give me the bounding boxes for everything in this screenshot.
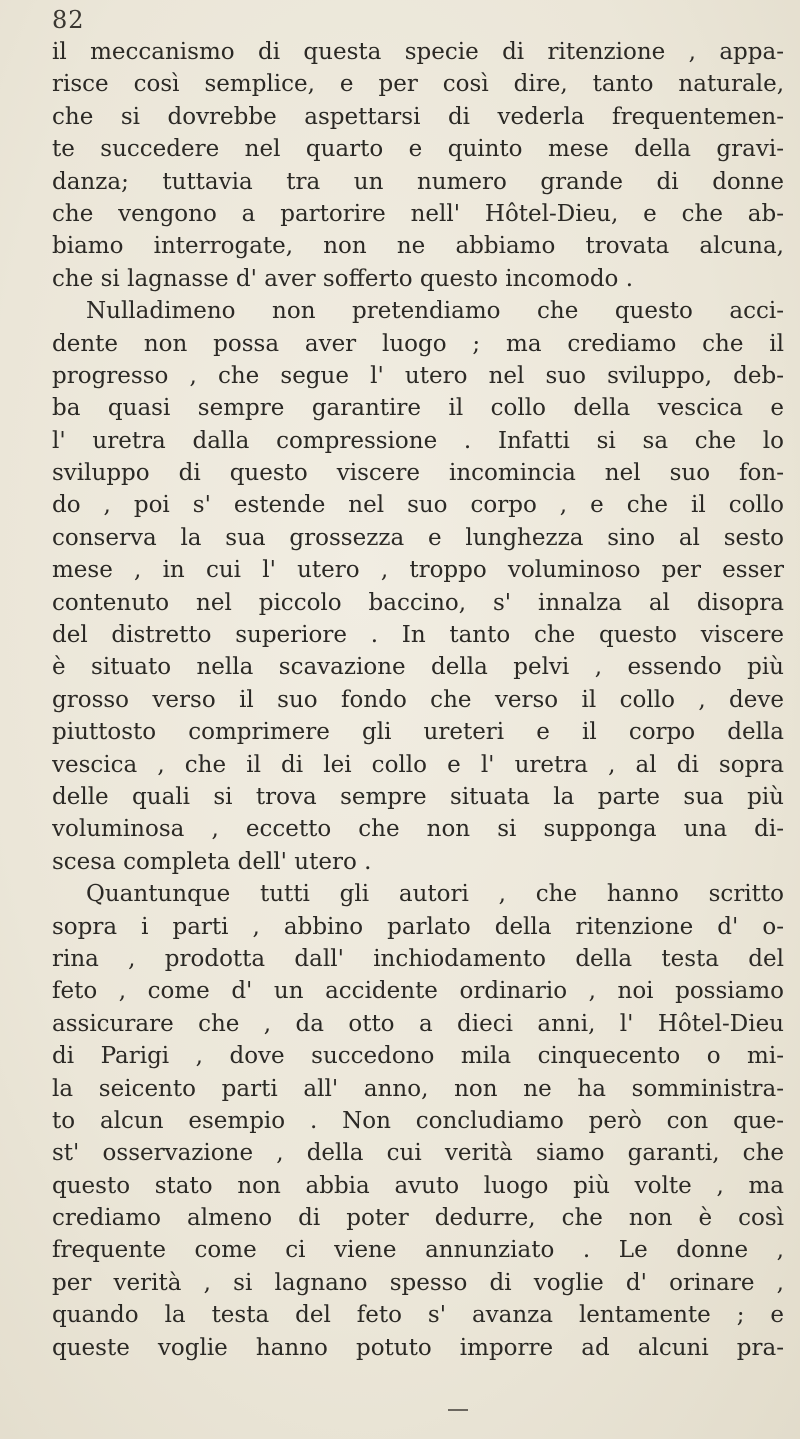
text-line: frequente come ci viene annunziato . Le donne , <box>52 1237 784 1264</box>
text-line: questo stato non abbia avuto luogo più volte , ma <box>52 1172 784 1199</box>
text-line: l' uretra dalla compressione . Infatti si sa che lo <box>52 427 784 454</box>
text-line: rina , prodotta dall' inchiodamento della testa del <box>52 945 784 972</box>
text-line: piuttosto comprimere gli ureteri e il corpo della <box>52 719 784 746</box>
text-line: st' osservazione , della cui verità siamo garanti, che <box>52 1140 784 1167</box>
text-line: crediamo almeno di poter dedurre, che non è così <box>52 1205 784 1232</box>
text-line: delle quali si trova sempre situata la parte sua più <box>52 783 784 810</box>
text-line: biamo interrogate, non ne abbiamo trovata alcuna, <box>52 233 784 260</box>
text-line: assicurare che , da otto a dieci anni, l' Hôtel-Dieu <box>52 1010 784 1037</box>
text-line: è situato nella scavazione della pelvi , essendo più <box>52 654 784 681</box>
text-line: progresso , che segue l' utero nel suo sviluppo, deb- <box>52 362 784 389</box>
text-line: Quantunque tutti gli autori , che hanno scritto <box>86 881 784 908</box>
text-line: te succedere nel quarto e quinto mese della gravi- <box>52 136 784 163</box>
page-number: 82 <box>52 6 85 34</box>
text-line: risce così semplice, e per così dire, tanto naturale, <box>52 71 784 98</box>
text-line: danza; tuttavia tra un numero grande di donne <box>52 168 784 195</box>
text-line: conserva la sua grossezza e lunghezza sino al sesto <box>52 524 784 551</box>
text-line: il meccanismo di questa specie di ritenzione , appa- <box>52 39 784 65</box>
text-line: scesa completa dell' utero . <box>52 848 372 875</box>
footer-rule <box>448 1409 468 1411</box>
text-line: sopra i parti , abbino parlato della ritenzione d' o- <box>52 913 784 940</box>
text-line: voluminosa , eccetto che non si supponga una di- <box>52 816 784 843</box>
text-line: to alcun esempio . Non concludiamo però con que- <box>52 1107 784 1134</box>
text-line: che si dovrebbe aspettarsi di vederla frequentemen- <box>52 103 784 130</box>
text-line: ba quasi sempre garantire il collo della vescica e <box>52 395 784 422</box>
text-line: queste voglie hanno potuto imporre ad alcuni pra- <box>52 1334 784 1361</box>
text-line: la seicento parti all' anno, non ne ha somministra- <box>52 1075 784 1102</box>
text-line: contenuto nel piccolo baccino, s' innalza al disopra <box>52 589 784 616</box>
text-line: do , poi s' estende nel suo corpo , e che il collo <box>52 492 784 519</box>
text-line: che vengono a partorire nell' Hôtel-Dieu, e che ab- <box>52 200 784 227</box>
text-line: per verità , si lagnano spesso di voglie d' orinare , <box>52 1269 784 1296</box>
text-line: feto , come d' un accidente ordinario , noi possiamo <box>52 978 784 1005</box>
text-line: sviluppo di questo viscere incomincia nel suo fon- <box>52 460 784 487</box>
text-line: di Parigi , dove succedono mila cinquecento o mi- <box>52 1043 784 1070</box>
text-line: dente non possa aver luogo ; ma crediamo che il <box>52 330 784 357</box>
text-line: Nulladimeno non pretendiamo che questo acci- <box>86 298 784 325</box>
text-line: grosso verso il suo fondo che verso il collo , deve <box>52 686 784 713</box>
body-text <box>52 36 784 1364</box>
text-line: vescica , che il di lei collo e l' uretra , al di sopra <box>52 751 784 778</box>
text-line: che si lagnasse d' aver sofferto questo incomodo . <box>52 265 634 292</box>
text-line: quando la testa del feto s' avanza lentamente ; e <box>52 1302 784 1329</box>
text-line: mese , in cui l' utero , troppo voluminoso per esser <box>52 557 784 584</box>
text-line: del distretto superiore . In tanto che questo viscere <box>52 622 784 649</box>
